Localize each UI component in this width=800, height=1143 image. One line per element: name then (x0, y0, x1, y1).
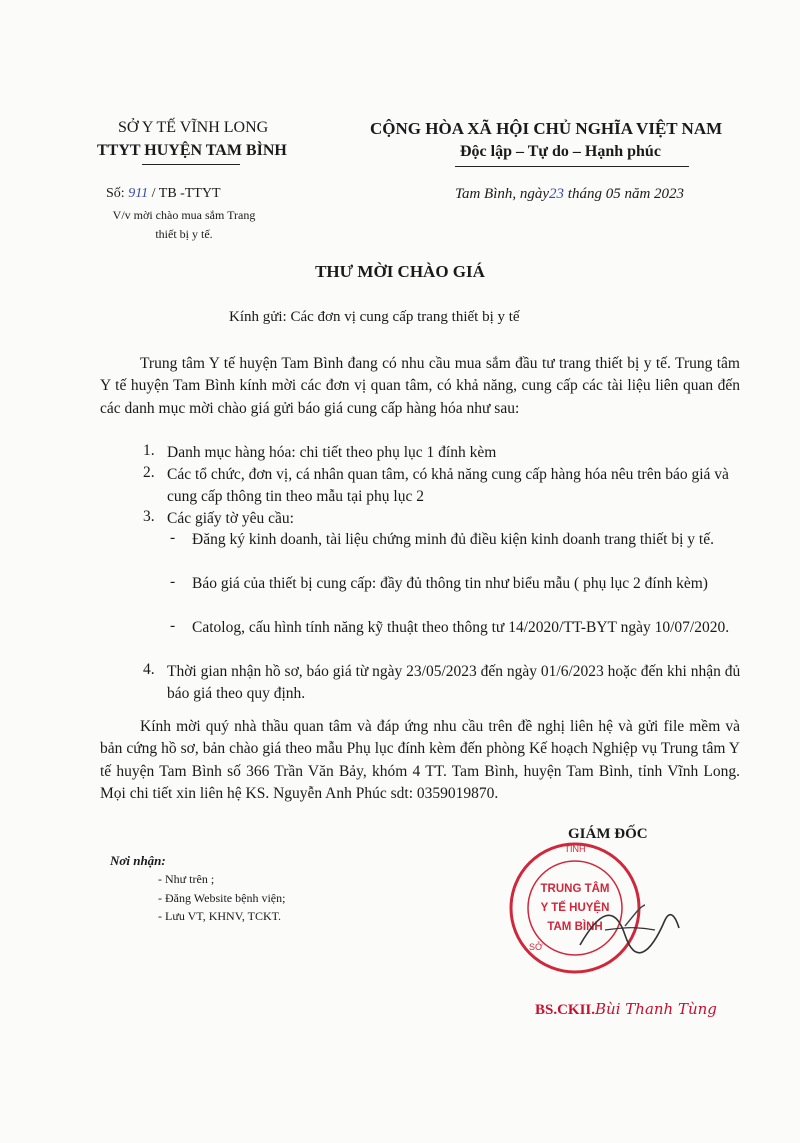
recipients-title: Nơi nhận: (110, 853, 166, 868)
handwritten-signature (575, 900, 685, 960)
org-name: TTYT HUYỆN TAM BÌNH (97, 142, 287, 159)
svg-text:TAM BÌNH: TAM BÌNH (547, 921, 603, 933)
document-title: THƯ MỜI CHÀO GIÁ (315, 262, 485, 281)
svg-text:TỈNH: TỈNH (564, 844, 586, 854)
handwritten-number: 911 (128, 186, 149, 201)
document-subject: V/v mời chào mua sắm Trang thiết bị y tế. (112, 208, 256, 241)
svg-text:Y TẾ HUYỆN: Y TẾ HUYỆN (540, 902, 610, 914)
motto-underline (455, 166, 689, 167)
org-parent: SỞ Y TẾ VĨNH LONG (118, 119, 269, 136)
svg-text:SỞ: SỞ (529, 942, 543, 952)
svg-text:TRUNG TÂM: TRUNG TÂM (540, 883, 610, 895)
recipient-line: Kính gửi: Các đơn vị cung cấp trang thiết bị y tế (229, 309, 520, 325)
signer-role: GIÁM ĐỐC (568, 826, 648, 842)
recipient-item: - Như trên ; (158, 872, 215, 886)
org-underline (142, 164, 240, 165)
nation-title: CỘNG HÒA XÃ HỘI CHỦ NGHĨA VIỆT NAM (370, 119, 723, 138)
document-number: Số: 911 / TB -TTYT (106, 186, 221, 201)
recipient-item: - Lưu VT, KHNV, TCKT. (158, 909, 282, 923)
signer-name: BS.CKII.Bùi Thanh Tùng (535, 1000, 717, 1018)
closing-paragraph: Kính mời quý nhà thầu quan tâm và đáp ứng nhu cầu trên đề nghị liên hệ và gửi file mềm và bản cứng hồ sơ, bản chào giá theo mẫu Phụ lục đính kèm đến phòng Kế hoạch Nghiệp vụ Trung tâm Y tế huyện Tam Bình số 366 Trần Văn Bảy, khóm 4 TT. Tam Bình, huyện Tam Bình, tỉnh Vĩnh Long. Mọi chi tiết xin liên hệ KS. Nguyễn Anh Phúc sdt: 0359019870. (100, 718, 740, 802)
nation-motto: Độc lập – Tự do – Hạnh phúc (460, 143, 661, 160)
handwritten-day: 23 (549, 186, 565, 202)
document-date: Tam Bình, ngày23 tháng 05 năm 2023 (455, 186, 685, 202)
intro-paragraph: Trung tâm Y tế huyện Tam Bình đang có nhu cầu mua sắm đầu tư trang thiết bị y tế. Trung tâm Y tế huyện Tam Bình kính mời các đơn vị quan tâm, có khả năng, cung cấp các tài liệu liên quan đến các danh mục mời chào giá gửi báo giá cung cấp hàng hóa như sau: (100, 355, 740, 417)
recipient-item: - Đăng Website bệnh viện; (158, 891, 286, 905)
